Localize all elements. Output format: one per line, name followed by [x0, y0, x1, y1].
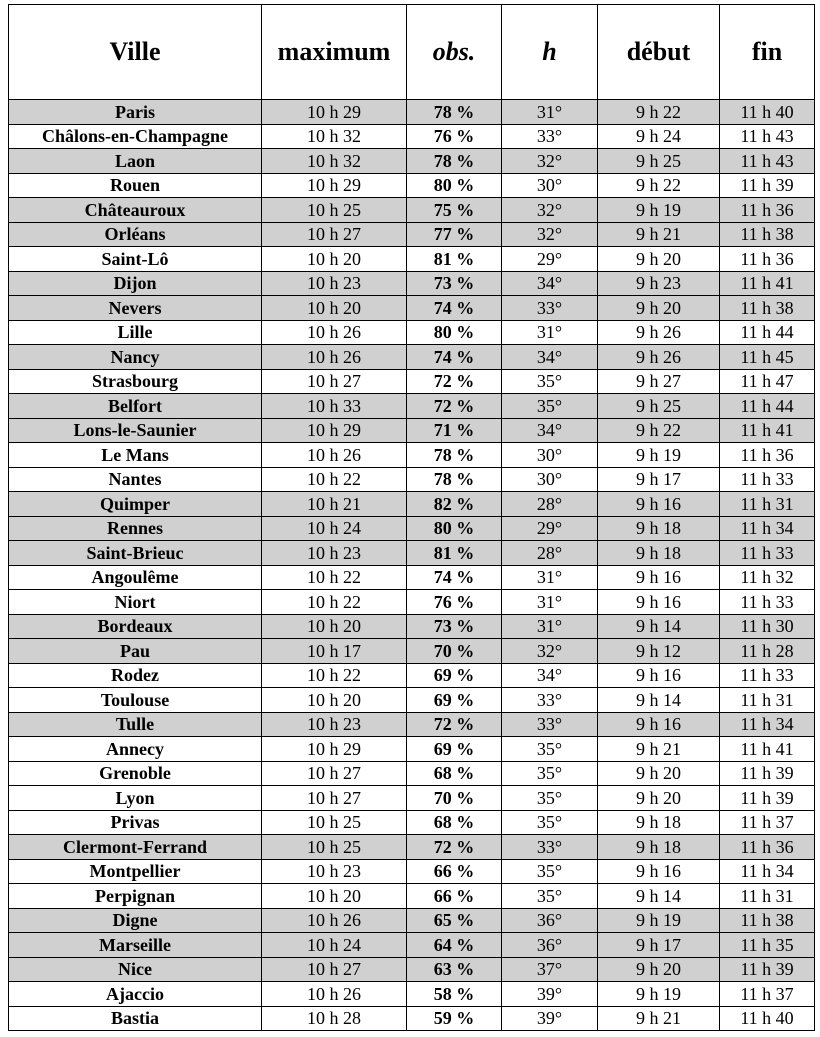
- cell-ville: Tulle: [9, 712, 262, 737]
- cell-maximum: 10 h 22: [262, 663, 407, 688]
- cell-obs: 70 %: [407, 639, 502, 664]
- cell-h: 31°: [502, 590, 598, 615]
- cell-maximum: 10 h 33: [262, 394, 407, 419]
- table-row: [9, 737, 815, 762]
- cell-ville: Laon: [9, 149, 262, 174]
- cell-debut: 9 h 24: [598, 124, 720, 149]
- cell-fin: 11 h 34: [720, 712, 815, 737]
- table-row: [9, 614, 815, 639]
- cell-fin: 11 h 34: [720, 516, 815, 541]
- cell-fin: 11 h 40: [720, 100, 815, 125]
- cell-obs: 71 %: [407, 418, 502, 443]
- cell-fin: 11 h 36: [720, 198, 815, 223]
- table-row: [9, 516, 815, 541]
- cell-ville: Privas: [9, 810, 262, 835]
- cell-maximum: 10 h 24: [262, 516, 407, 541]
- table-row: [9, 198, 815, 223]
- table-row: [9, 688, 815, 713]
- table-row: [9, 590, 815, 615]
- cell-maximum: 10 h 21: [262, 492, 407, 517]
- cell-maximum: 10 h 23: [262, 859, 407, 884]
- table-row: [9, 100, 815, 125]
- header-maximum: maximum: [262, 5, 407, 100]
- cell-h: 33°: [502, 835, 598, 860]
- cell-debut: 9 h 18: [598, 541, 720, 566]
- cell-fin: 11 h 31: [720, 688, 815, 713]
- cell-maximum: 10 h 28: [262, 1006, 407, 1031]
- header-h: h: [502, 5, 598, 100]
- table-row: [9, 320, 815, 345]
- cell-ville: Strasbourg: [9, 369, 262, 394]
- cell-maximum: 10 h 27: [262, 369, 407, 394]
- cell-maximum: 10 h 20: [262, 884, 407, 909]
- cell-debut: 9 h 18: [598, 516, 720, 541]
- cell-h: 29°: [502, 516, 598, 541]
- cell-debut: 9 h 25: [598, 394, 720, 419]
- table-row: [9, 761, 815, 786]
- cell-fin: 11 h 44: [720, 320, 815, 345]
- cell-ville: Digne: [9, 908, 262, 933]
- cell-ville: Quimper: [9, 492, 262, 517]
- cell-fin: 11 h 39: [720, 786, 815, 811]
- table-row: [9, 541, 815, 566]
- cell-fin: 11 h 40: [720, 1006, 815, 1031]
- cell-obs: 64 %: [407, 933, 502, 958]
- cell-maximum: 10 h 23: [262, 712, 407, 737]
- cell-obs: 80 %: [407, 173, 502, 198]
- table-row: [9, 443, 815, 468]
- cell-fin: 11 h 47: [720, 369, 815, 394]
- cell-h: 32°: [502, 198, 598, 223]
- cell-h: 31°: [502, 100, 598, 125]
- table-body: [9, 100, 815, 1031]
- cell-h: 28°: [502, 541, 598, 566]
- table-row: [9, 982, 815, 1007]
- table-row: [9, 271, 815, 296]
- cell-fin: 11 h 33: [720, 541, 815, 566]
- cell-debut: 9 h 19: [598, 198, 720, 223]
- cell-fin: 11 h 34: [720, 859, 815, 884]
- cell-maximum: 10 h 25: [262, 835, 407, 860]
- cell-maximum: 10 h 22: [262, 590, 407, 615]
- cell-h: 39°: [502, 982, 598, 1007]
- cell-debut: 9 h 20: [598, 786, 720, 811]
- cell-debut: 9 h 14: [598, 884, 720, 909]
- cell-ville: Toulouse: [9, 688, 262, 713]
- cell-ville: Saint-Brieuc: [9, 541, 262, 566]
- table-row: [9, 1006, 815, 1031]
- table-row: [9, 492, 815, 517]
- table-row: [9, 884, 815, 909]
- cell-obs: 72 %: [407, 712, 502, 737]
- cell-fin: 11 h 41: [720, 737, 815, 762]
- cell-maximum: 10 h 23: [262, 541, 407, 566]
- cell-obs: 78 %: [407, 443, 502, 468]
- cell-maximum: 10 h 23: [262, 271, 407, 296]
- cell-maximum: 10 h 22: [262, 467, 407, 492]
- cell-h: 32°: [502, 222, 598, 247]
- cell-fin: 11 h 30: [720, 614, 815, 639]
- cell-maximum: 10 h 24: [262, 933, 407, 958]
- cell-obs: 78 %: [407, 467, 502, 492]
- cell-obs: 68 %: [407, 810, 502, 835]
- cell-obs: 82 %: [407, 492, 502, 517]
- cell-h: 31°: [502, 320, 598, 345]
- table-row: [9, 810, 815, 835]
- cell-debut: 9 h 19: [598, 443, 720, 468]
- cell-obs: 66 %: [407, 884, 502, 909]
- cell-obs: 74 %: [407, 345, 502, 370]
- cell-h: 33°: [502, 296, 598, 321]
- cell-ville: Nevers: [9, 296, 262, 321]
- cell-ville: Nantes: [9, 467, 262, 492]
- cell-debut: 9 h 22: [598, 418, 720, 443]
- cell-fin: 11 h 41: [720, 271, 815, 296]
- cell-h: 30°: [502, 443, 598, 468]
- cell-maximum: 10 h 26: [262, 982, 407, 1007]
- table-row: [9, 247, 815, 272]
- cell-obs: 69 %: [407, 737, 502, 762]
- cell-obs: 74 %: [407, 296, 502, 321]
- cell-h: 29°: [502, 247, 598, 272]
- table-row: [9, 467, 815, 492]
- cell-obs: 76 %: [407, 124, 502, 149]
- cell-ville: Bastia: [9, 1006, 262, 1031]
- cell-debut: 9 h 26: [598, 320, 720, 345]
- cell-fin: 11 h 33: [720, 663, 815, 688]
- cell-h: 37°: [502, 957, 598, 982]
- cell-ville: Perpignan: [9, 884, 262, 909]
- cell-debut: 9 h 12: [598, 639, 720, 664]
- cell-ville: Nice: [9, 957, 262, 982]
- cell-h: 35°: [502, 810, 598, 835]
- table-row: [9, 222, 815, 247]
- cell-fin: 11 h 36: [720, 443, 815, 468]
- cell-debut: 9 h 21: [598, 737, 720, 762]
- cell-obs: 73 %: [407, 271, 502, 296]
- cell-fin: 11 h 37: [720, 810, 815, 835]
- cell-obs: 69 %: [407, 688, 502, 713]
- cell-ville: Lyon: [9, 786, 262, 811]
- cell-ville: Angoulême: [9, 565, 262, 590]
- cell-maximum: 10 h 25: [262, 198, 407, 223]
- cell-ville: Le Mans: [9, 443, 262, 468]
- table-row: [9, 173, 815, 198]
- cell-ville: Marseille: [9, 933, 262, 958]
- cell-obs: 63 %: [407, 957, 502, 982]
- cell-debut: 9 h 20: [598, 247, 720, 272]
- table-row: [9, 835, 815, 860]
- cell-obs: 74 %: [407, 565, 502, 590]
- cell-h: 39°: [502, 1006, 598, 1031]
- cell-maximum: 10 h 27: [262, 222, 407, 247]
- cell-ville: Châlons-en-Champagne: [9, 124, 262, 149]
- cell-debut: 9 h 14: [598, 614, 720, 639]
- cell-maximum: 10 h 20: [262, 688, 407, 713]
- cell-h: 32°: [502, 639, 598, 664]
- cell-obs: 59 %: [407, 1006, 502, 1031]
- cell-fin: 11 h 41: [720, 418, 815, 443]
- cell-h: 31°: [502, 614, 598, 639]
- cell-h: 30°: [502, 467, 598, 492]
- cell-fin: 11 h 35: [720, 933, 815, 958]
- cell-h: 35°: [502, 737, 598, 762]
- cell-ville: Niort: [9, 590, 262, 615]
- cell-obs: 81 %: [407, 247, 502, 272]
- cell-fin: 11 h 39: [720, 173, 815, 198]
- cell-debut: 9 h 19: [598, 908, 720, 933]
- table-row: [9, 345, 815, 370]
- cell-h: 35°: [502, 394, 598, 419]
- cell-fin: 11 h 36: [720, 835, 815, 860]
- header-ville: Ville: [9, 5, 262, 100]
- cell-h: 35°: [502, 786, 598, 811]
- cell-ville: Belfort: [9, 394, 262, 419]
- cell-h: 33°: [502, 688, 598, 713]
- cell-ville: Grenoble: [9, 761, 262, 786]
- cell-h: 28°: [502, 492, 598, 517]
- cell-debut: 9 h 20: [598, 761, 720, 786]
- cell-h: 35°: [502, 369, 598, 394]
- cell-maximum: 10 h 29: [262, 173, 407, 198]
- cell-ville: Ajaccio: [9, 982, 262, 1007]
- cell-debut: 9 h 14: [598, 688, 720, 713]
- cell-fin: 11 h 38: [720, 296, 815, 321]
- cell-debut: 9 h 16: [598, 492, 720, 517]
- cell-obs: 65 %: [407, 908, 502, 933]
- table-row: [9, 908, 815, 933]
- cell-ville: Rouen: [9, 173, 262, 198]
- table-row: [9, 149, 815, 174]
- cell-h: 36°: [502, 933, 598, 958]
- cell-debut: 9 h 20: [598, 957, 720, 982]
- cell-debut: 9 h 16: [598, 859, 720, 884]
- cell-debut: 9 h 16: [598, 565, 720, 590]
- cell-debut: 9 h 22: [598, 100, 720, 125]
- cell-fin: 11 h 37: [720, 982, 815, 1007]
- cell-ville: Clermont-Ferrand: [9, 835, 262, 860]
- cell-debut: 9 h 21: [598, 222, 720, 247]
- table-row: [9, 663, 815, 688]
- cell-fin: 11 h 31: [720, 884, 815, 909]
- cell-h: 34°: [502, 663, 598, 688]
- cell-debut: 9 h 17: [598, 467, 720, 492]
- cell-h: 34°: [502, 271, 598, 296]
- cell-ville: Rennes: [9, 516, 262, 541]
- cell-ville: Nancy: [9, 345, 262, 370]
- cell-obs: 70 %: [407, 786, 502, 811]
- cell-fin: 11 h 39: [720, 761, 815, 786]
- cell-fin: 11 h 33: [720, 467, 815, 492]
- cell-obs: 68 %: [407, 761, 502, 786]
- cell-maximum: 10 h 32: [262, 149, 407, 174]
- cell-obs: 69 %: [407, 663, 502, 688]
- cell-obs: 78 %: [407, 149, 502, 174]
- table-row: [9, 296, 815, 321]
- table-row: [9, 394, 815, 419]
- cell-ville: Montpellier: [9, 859, 262, 884]
- table-row: [9, 369, 815, 394]
- cell-maximum: 10 h 27: [262, 957, 407, 982]
- cell-h: 34°: [502, 418, 598, 443]
- cell-h: 36°: [502, 908, 598, 933]
- cell-debut: 9 h 21: [598, 1006, 720, 1031]
- cell-obs: 77 %: [407, 222, 502, 247]
- table-row: [9, 124, 815, 149]
- cell-maximum: 10 h 27: [262, 761, 407, 786]
- cell-h: 33°: [502, 124, 598, 149]
- cell-obs: 81 %: [407, 541, 502, 566]
- cell-ville: Orléans: [9, 222, 262, 247]
- cell-h: 32°: [502, 149, 598, 174]
- cell-fin: 11 h 38: [720, 908, 815, 933]
- cell-obs: 72 %: [407, 394, 502, 419]
- table-row: [9, 712, 815, 737]
- cell-maximum: 10 h 26: [262, 320, 407, 345]
- cell-fin: 11 h 44: [720, 394, 815, 419]
- cell-maximum: 10 h 26: [262, 908, 407, 933]
- cell-maximum: 10 h 17: [262, 639, 407, 664]
- cell-fin: 11 h 38: [720, 222, 815, 247]
- cell-h: 30°: [502, 173, 598, 198]
- cell-ville: Annecy: [9, 737, 262, 762]
- cell-maximum: 10 h 26: [262, 443, 407, 468]
- cell-ville: Paris: [9, 100, 262, 125]
- cell-ville: Bordeaux: [9, 614, 262, 639]
- cell-h: 33°: [502, 712, 598, 737]
- cell-fin: 11 h 36: [720, 247, 815, 272]
- cell-debut: 9 h 26: [598, 345, 720, 370]
- eclipse-data-table: [8, 4, 815, 1031]
- cell-debut: 9 h 18: [598, 810, 720, 835]
- cell-maximum: 10 h 20: [262, 247, 407, 272]
- table-header-row: [9, 5, 815, 100]
- cell-obs: 76 %: [407, 590, 502, 615]
- cell-debut: 9 h 27: [598, 369, 720, 394]
- cell-fin: 11 h 43: [720, 149, 815, 174]
- cell-h: 31°: [502, 565, 598, 590]
- cell-maximum: 10 h 25: [262, 810, 407, 835]
- header-obs: obs.: [407, 5, 502, 100]
- cell-h: 35°: [502, 859, 598, 884]
- cell-obs: 73 %: [407, 614, 502, 639]
- cell-maximum: 10 h 22: [262, 565, 407, 590]
- cell-debut: 9 h 16: [598, 712, 720, 737]
- cell-debut: 9 h 17: [598, 933, 720, 958]
- cell-fin: 11 h 31: [720, 492, 815, 517]
- cell-debut: 9 h 18: [598, 835, 720, 860]
- cell-debut: 9 h 23: [598, 271, 720, 296]
- cell-obs: 58 %: [407, 982, 502, 1007]
- cell-maximum: 10 h 26: [262, 345, 407, 370]
- cell-maximum: 10 h 27: [262, 786, 407, 811]
- cell-ville: Châteauroux: [9, 198, 262, 223]
- cell-ville: Pau: [9, 639, 262, 664]
- cell-debut: 9 h 22: [598, 173, 720, 198]
- cell-obs: 80 %: [407, 516, 502, 541]
- cell-fin: 11 h 39: [720, 957, 815, 982]
- cell-h: 35°: [502, 761, 598, 786]
- cell-obs: 78 %: [407, 100, 502, 125]
- cell-debut: 9 h 16: [598, 663, 720, 688]
- header-fin: fin: [720, 5, 815, 100]
- cell-obs: 72 %: [407, 835, 502, 860]
- cell-maximum: 10 h 29: [262, 100, 407, 125]
- cell-ville: Dijon: [9, 271, 262, 296]
- cell-h: 35°: [502, 884, 598, 909]
- cell-h: 34°: [502, 345, 598, 370]
- cell-debut: 9 h 16: [598, 590, 720, 615]
- cell-debut: 9 h 19: [598, 982, 720, 1007]
- cell-obs: 80 %: [407, 320, 502, 345]
- table-row: [9, 957, 815, 982]
- cell-debut: 9 h 20: [598, 296, 720, 321]
- cell-ville: Saint-Lô: [9, 247, 262, 272]
- cell-fin: 11 h 32: [720, 565, 815, 590]
- cell-obs: 75 %: [407, 198, 502, 223]
- cell-fin: 11 h 43: [720, 124, 815, 149]
- table-row: [9, 859, 815, 884]
- table-row: [9, 418, 815, 443]
- cell-maximum: 10 h 32: [262, 124, 407, 149]
- table-row: [9, 786, 815, 811]
- cell-fin: 11 h 45: [720, 345, 815, 370]
- cell-fin: 11 h 28: [720, 639, 815, 664]
- cell-maximum: 10 h 29: [262, 418, 407, 443]
- cell-ville: Lons-le-Saunier: [9, 418, 262, 443]
- cell-maximum: 10 h 20: [262, 614, 407, 639]
- cell-maximum: 10 h 29: [262, 737, 407, 762]
- cell-obs: 66 %: [407, 859, 502, 884]
- table-row: [9, 933, 815, 958]
- table-row: [9, 565, 815, 590]
- table-row: [9, 639, 815, 664]
- cell-obs: 72 %: [407, 369, 502, 394]
- cell-maximum: 10 h 20: [262, 296, 407, 321]
- cell-ville: Lille: [9, 320, 262, 345]
- cell-debut: 9 h 25: [598, 149, 720, 174]
- cell-fin: 11 h 33: [720, 590, 815, 615]
- header-debut: début: [598, 5, 720, 100]
- cell-ville: Rodez: [9, 663, 262, 688]
